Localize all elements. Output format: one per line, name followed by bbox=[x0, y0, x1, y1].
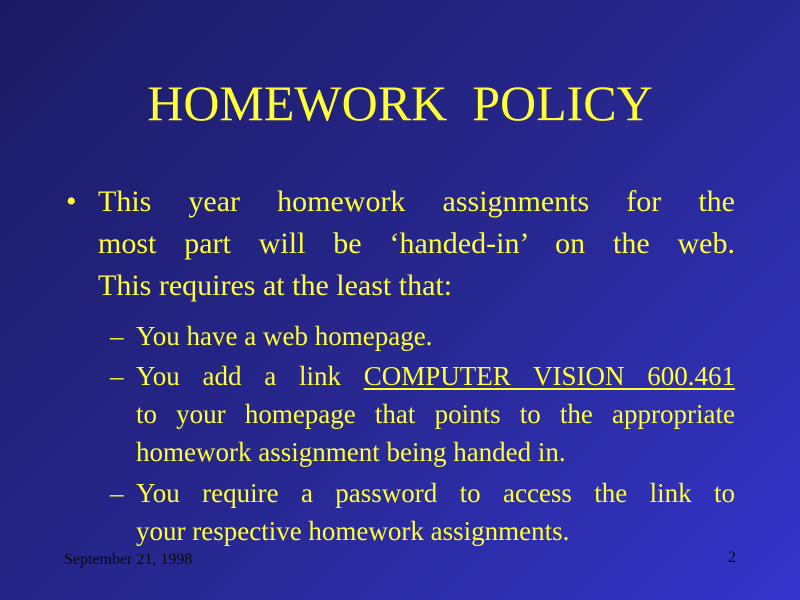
dash-marker: – bbox=[110, 361, 124, 391]
sub-bullet-text-line: homework assignment being handed in. bbox=[136, 437, 566, 467]
sub-bullet-text-line bbox=[136, 357, 735, 395]
sub-bullet-text-line: You require a password to access the link to bbox=[136, 478, 735, 508]
dash-marker: – bbox=[110, 321, 124, 351]
course-link[interactable]: COMPUTER VISION 600.461 bbox=[363, 361, 736, 391]
sub-bullet-text-line: You have a web homepage. bbox=[136, 321, 433, 351]
sub-bullet-item bbox=[110, 357, 735, 471]
slide-body bbox=[65, 181, 735, 550]
sub-bullet-item bbox=[110, 317, 735, 355]
bullet-text-line: This year homework assignments for the bbox=[98, 185, 735, 218]
page-number: 2 bbox=[728, 549, 736, 566]
sub-bullet-text-line: to your homepage that points to the appropriate bbox=[136, 399, 735, 429]
footer-date: September 21, 1998 bbox=[64, 551, 193, 568]
sub-bullet-text-segment: You add a link bbox=[136, 361, 341, 391]
dash-marker: – bbox=[110, 478, 124, 508]
bullet-marker: • bbox=[66, 185, 77, 218]
sub-bullet-item bbox=[110, 474, 735, 550]
slide-title: HOMEWORK POLICY bbox=[147, 75, 653, 131]
bullet-item bbox=[65, 181, 735, 307]
bullet-text-line: most part will be ‘handed-in’ on the web. bbox=[98, 227, 735, 260]
bullet-text-line: This requires at the least that: bbox=[98, 269, 453, 302]
sub-bullet-text-line: your respective homework assignments. bbox=[136, 516, 570, 546]
